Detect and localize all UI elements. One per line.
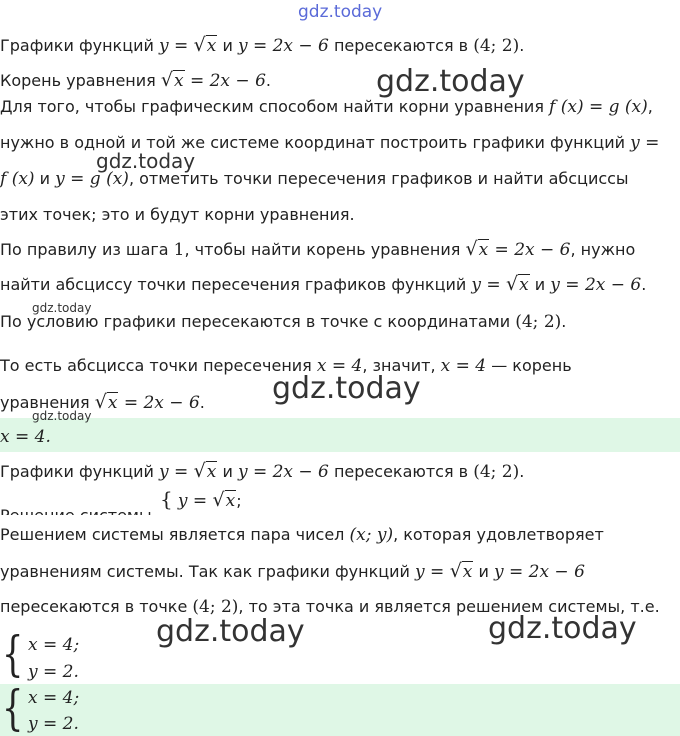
answer-1: x = 4. — [0, 427, 51, 447]
condition-line: По условию графики пересекаются в точке с координатами (4; 2). — [0, 312, 567, 332]
system-2-eq-1: x = 4; — [28, 688, 80, 708]
answer-highlight-2 — [0, 680, 680, 736]
equation-root-line: Корень уравнения √x = 2x − 6. — [0, 69, 271, 91]
intersection-statement: Графики функций y = √x и y = 2x − 6 пересекаются в (4; 2). — [0, 34, 525, 56]
sqrt-sign: √ — [193, 460, 206, 482]
sqrt-sign: √ — [160, 69, 173, 91]
sqrt-sign: √ — [506, 273, 519, 295]
watermark-small-2: gdz.today — [32, 409, 92, 423]
explanation-line-2: нужно в одной и той же системе координат построить графики функций y = — [0, 133, 660, 153]
intersection-statement-2: Графики функций y = √x и y = 2x − 6 пересекаются в (4; 2). — [0, 460, 525, 482]
watermark-top: gdz.today — [298, 2, 383, 22]
sqrt-sign: √ — [212, 489, 225, 511]
system-brace-2: { — [2, 680, 24, 736]
watermark-medium-1: gdz.today — [96, 149, 196, 173]
watermark-large-3: gdz.today — [156, 614, 305, 649]
rule-line-1: По правилу из шага 1, чтобы найти корень уравнения √x = 2x − 6, нужно — [0, 238, 636, 260]
system-1-eq-1: x = 4; — [28, 635, 80, 655]
system-1-eq-2: y = 2. — [28, 662, 79, 682]
system-brace-1: { — [2, 626, 24, 682]
sqrt-sign: √ — [465, 238, 478, 260]
watermark-large-2: gdz.today — [272, 371, 421, 406]
rule-line-2: найти абсциссу точки пересечения графиков функций y = √x и y = 2x − 6. — [0, 273, 647, 295]
system-2-eq-2: y = 2. — [28, 714, 79, 734]
system-partial: { y = √x; — [160, 487, 242, 511]
conclusion-line-1: То есть абсцисса точки пересечения x = 4, значит, x = 4 — корень — [0, 356, 572, 376]
sqrt-sign: √ — [94, 391, 107, 413]
explanation-line-4: этих точек; это и будут корни уравнения. — [0, 205, 355, 224]
watermark-large-4: gdz.today — [488, 611, 637, 646]
sqrt-sign: √ — [193, 34, 206, 56]
watermark-small-1: gdz.today — [32, 301, 92, 315]
system-explanation-1: Решением системы является пара чисел (x; y), которая удовлетворяет — [0, 525, 604, 545]
system-explanation-2: уравнениям системы. Так как графики функций y = √x и y = 2x − 6 — [0, 560, 585, 582]
sqrt-sign: √ — [449, 560, 462, 582]
watermark-large-1: gdz.today — [376, 64, 525, 99]
answer-highlight-1 — [0, 418, 680, 452]
system-explanation-3: пересекаются в точке (4; 2), то эта точка и является решением системы, т.е. — [0, 597, 660, 617]
explanation-line-1: Для того, чтобы графическим способом найти корни уравнения f (x) = g (x), — [0, 97, 653, 117]
system-brace: { — [160, 487, 173, 511]
explanation-line-3: f (x) и y = g (x), отметить точки пересечения графиков и найти абсциссы — [0, 169, 629, 189]
conclusion-line-2: уравнения √x = 2x − 6. — [0, 391, 205, 413]
